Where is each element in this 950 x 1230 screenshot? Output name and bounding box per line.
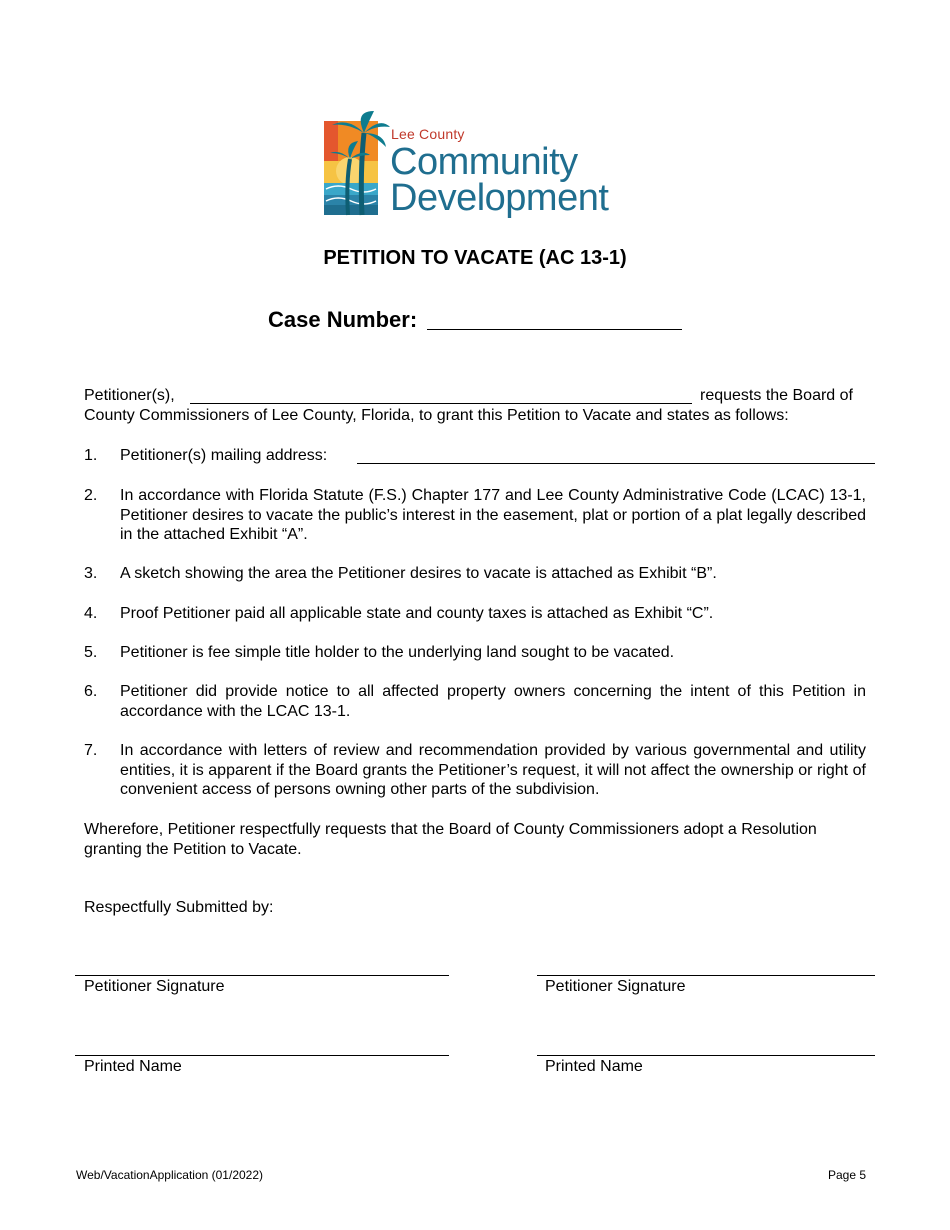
intro-suffix: requests the Board of — [700, 387, 853, 404]
logo-line1: Community — [390, 141, 578, 183]
left-printed-name-label: Printed Name — [84, 1058, 182, 1075]
item-text: A sketch showing the area the Petitioner desires to vacate is attached as Exhibit “B”. — [120, 565, 717, 582]
item-number: 7. — [84, 742, 98, 759]
case-number-label: Case Number: — [268, 307, 418, 332]
petitioner-name-field[interactable] — [190, 403, 692, 404]
footer-page-number: Page 5 — [828, 1168, 867, 1182]
case-number-field[interactable] — [427, 329, 682, 330]
item-number: 1. — [84, 447, 98, 464]
logo-line2: Development — [390, 177, 609, 219]
item-text: Petitioner did provide notice to all affected property owners concerning the intent of this Petition in accordance with the LCAC 13-1. — [120, 683, 866, 720]
footer-form-id: Web/VacationApplication (01/2022) — [76, 1168, 264, 1182]
intro-prefix: Petitioner(s), — [84, 387, 175, 404]
right-printed-name-line[interactable] — [537, 1055, 875, 1056]
right-signature-label: Petitioner Signature — [545, 978, 686, 995]
palm-tree-logo-icon — [324, 111, 392, 217]
item-number: 6. — [84, 683, 98, 700]
left-signature-label: Petitioner Signature — [84, 978, 225, 995]
page-title: PETITION TO VACATE (AC 13-1) — [323, 247, 627, 269]
left-signature-line[interactable] — [75, 975, 449, 976]
item-text: Proof Petitioner paid all applicable state and county taxes is attached as Exhibit “C”. — [120, 605, 714, 622]
lee-county-logo — [310, 103, 640, 221]
wherefore-paragraph: Wherefore, Petitioner respectfully requests that the Board of County Commissioners adopt a Resolution granting the Petition to Vacate. — [84, 821, 817, 858]
item-number: 5. — [84, 644, 98, 661]
item-number: 3. — [84, 565, 98, 582]
item-text: Petitioner is fee simple title holder to the underlying land sought to be vacated. — [120, 644, 675, 661]
item-number: 2. — [84, 487, 98, 504]
item-number: 4. — [84, 605, 98, 622]
item-text: In accordance with Florida Statute (F.S.) Chapter 177 and Lee County Administrative Code (LCAC) 13-1, Petitioner desires to vacate the public’s interest in the easement, plat or portion of a plat legally described in the attached Exhibit “A”. — [120, 487, 866, 543]
item-text: Petitioner(s) mailing address: — [120, 447, 328, 464]
submitted-by-label: Respectfully Submitted by: — [84, 899, 274, 916]
right-signature-line[interactable] — [537, 975, 875, 976]
mailing-address-field[interactable] — [357, 463, 875, 464]
logo-county: Lee County — [391, 126, 465, 142]
item-text: In accordance with letters of review and recommendation provided by various governmental and utility entities, it is apparent if the Board grants the Petitioner’s request, it will not affect the ownership or right of convenient access of persons owning other parts of the subdivision. — [120, 742, 866, 798]
left-printed-name-line[interactable] — [75, 1055, 449, 1056]
intro-line2: County Commissioners of Lee County, Florida, to grant this Petition to Vacate and states as follows: — [84, 407, 789, 424]
right-printed-name-label: Printed Name — [545, 1058, 643, 1075]
